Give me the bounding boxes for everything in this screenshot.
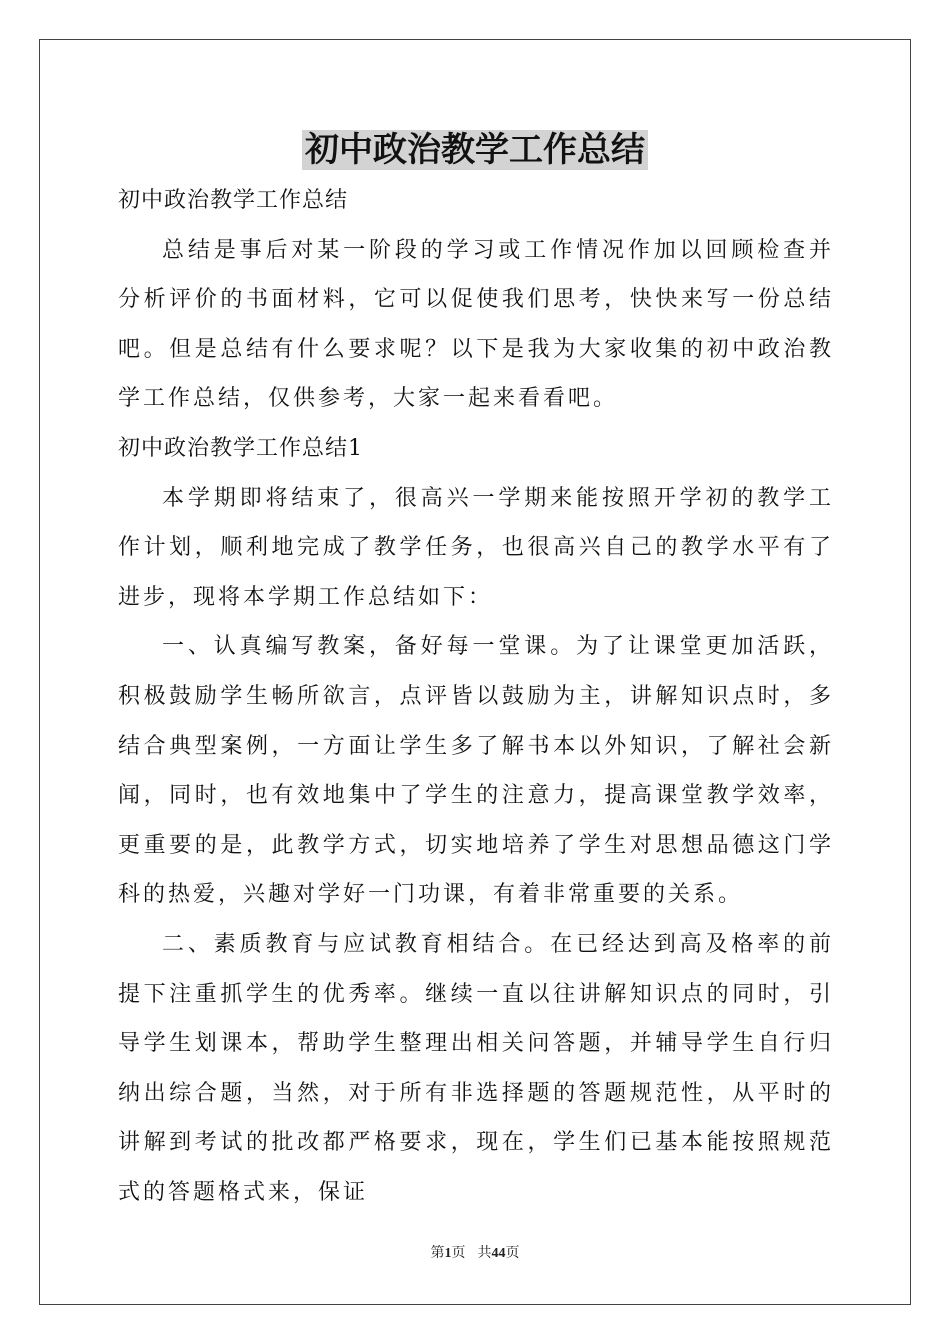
total-suffix: 页: [505, 1246, 520, 1261]
total-prefix: 共: [477, 1246, 492, 1261]
page-footer: [0, 1244, 950, 1264]
body-paragraph-1: 本学期即将结束了，很高兴一学期来能按照开学初的教学工作计划，顺利地完成了教学任务，也很高兴自己的教学水平有了进步，现将本学期工作总结如下：: [118, 485, 834, 610]
page-prefix: 第: [430, 1246, 445, 1261]
page-suffix: 页: [451, 1246, 466, 1261]
document-title: [0, 124, 950, 176]
intro-paragraph: 总结是事后对某一阶段的学习或工作情况作加以回顾检查并分析评价的书面材料，它可以促使我们思考，快快来写一份总结吧。但是总结有什么要求呢？以下是我为大家收集的初中政治教学工作总结，仅供参考，大家一起来看看吧。: [118, 237, 834, 412]
document-body: [118, 176, 834, 1217]
document-subtitle: 初中政治教学工作总结: [118, 188, 349, 213]
section-heading: 初中政治教学工作总结1: [118, 435, 363, 461]
document-title-text: 初中政治教学工作总结: [302, 130, 648, 170]
page-total: 44: [491, 1246, 506, 1261]
body-paragraph-3: 二、素质教育与应试教育相结合。在已经达到高及格率的前提下注重抓学生的优秀率。继续一直以往讲解知识点的同时，引导学生划课本，帮助学生整理出相关问答题，并辅导学生自行归纳出综合题，当然，对于所有非选择题的答题规范性，从平时的讲解到考试的批改都严格要求，现在，学生们已基本能按照规范式的答题格式来，保证: [118, 931, 834, 1205]
page-current: 1: [444, 1246, 452, 1261]
body-paragraph-2: 一、认真编写教案，备好每一堂课。为了让课堂更加活跃，积极鼓励学生畅所欲言，点评皆以鼓励为主，讲解知识点时，多结合典型案例，一方面让学生多了解书本以外知识，了解社会新闻，同时，也有效地集中了学生的注意力，提高课堂教学效率，更重要的是，此教学方式，切实地培养了学生对思想品德这门学科的热爱，兴趣对学好一门功课，有着非常重要的关系。: [118, 634, 834, 908]
